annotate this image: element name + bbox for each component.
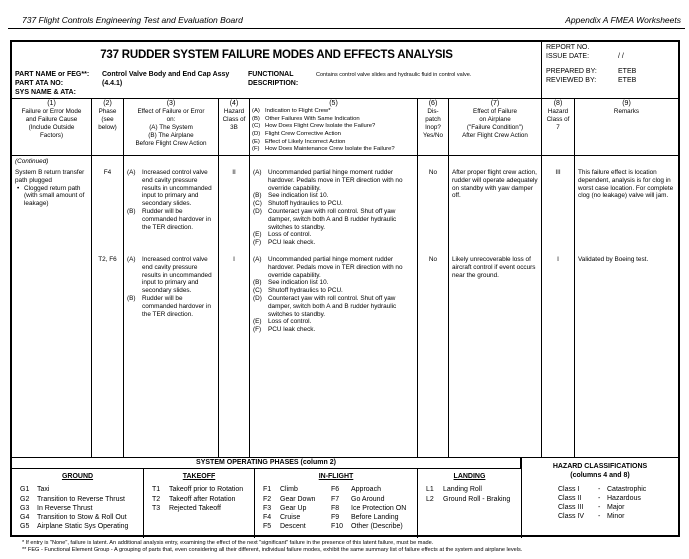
prepared-by-label: PREPARED BY: xyxy=(546,68,597,75)
page-header xyxy=(8,15,685,29)
row1-remarks: This failure effect is location dependent, analysis is for clog in worst case location. For complete clog (no leakage) valve will jam. xyxy=(578,169,674,200)
page-header-right: Appendix A FMEA Worksheets xyxy=(565,15,681,25)
col-header-5: (5) (A) Indication to Flight Crew* (B) Other Failures With Same Indication (C) How Does Flight Crew Isolate the Failure? (D) Flight Crew Corrective Action (E) Effect of Likely Incorrect Action (F) How Does Maintenance Crew Isolate the Failure? xyxy=(250,99,418,155)
page-header-left: 737 Flight Controls Engineering Test and Evaluation Board xyxy=(22,15,243,25)
col-header-4: (4) Hazard Class of 3B xyxy=(219,99,250,155)
row2-hazard-3b: I xyxy=(233,256,235,263)
part-ata-label: PART ATA NO: xyxy=(15,80,64,87)
fmea-worksheet xyxy=(10,40,680,537)
row2-effect-after: Likely unrecoverable loss of aircraft control if event occurs near the ground. xyxy=(452,256,536,279)
phases-ground: GROUND G1 Taxi G2 Transition to Reverse Thrust G3 In Reverse Thrust G4 Transition to Stow & Roll Out G5 Airplane Static Sys Operating xyxy=(12,469,144,538)
functional-label-line2: DESCRIPTION: xyxy=(248,80,299,87)
col-header-8: (8) Hazard Class of 7 xyxy=(542,99,575,155)
phases-inflight: IN-FLIGHT F1 Climb F2 Gear Down F3 Gear Up F4 Cruise F5 Descent F6 Approach F7 Go Around F8 Ice Protection ON F9 Before Landing F10 Other (Describe) xyxy=(255,469,418,538)
body-col-remarks xyxy=(575,156,678,457)
footnote-2: ** FEG - Functional Element Group - A grouping of parts that, even considering all their different, individual failure modes, exhibit the same summary list of failure effects at the system and airplane levels. xyxy=(22,547,523,553)
body-col-indications xyxy=(250,156,418,457)
report-no-label: REPORT NO. xyxy=(546,44,590,51)
row1-failure-mode: System B return transfer path plugged • Clogged return path (with small amount of leakage) xyxy=(15,169,85,208)
page-title: 737 RUDDER SYSTEM FAILURE MODES AND EFFECTS ANALYSIS xyxy=(100,49,453,61)
continued-label: (Continued) xyxy=(15,158,49,165)
functional-description-value: Contains control valve slides and hydraulic fluid in control valve. xyxy=(316,72,472,78)
col-header-9: (9) Remarks xyxy=(613,100,640,115)
phases-landing: LANDING L1 Landing Roll L2 Ground Roll - Braking xyxy=(426,473,511,503)
body-col-dispatch xyxy=(418,156,449,457)
phases-takeoff: TAKEOFF T1 Takeoff prior to Rotation T2 Takeoff after Rotation T3 Rejected Takeoff xyxy=(144,469,255,538)
title-band xyxy=(12,42,678,99)
reviewed-by-value: ETEB xyxy=(618,76,637,84)
row1-effect-after: After proper flight crew action, rudder will operate adequately on standby with yaw damper off. xyxy=(452,169,538,200)
part-name-label: PART NAME or FEG**: xyxy=(15,71,90,78)
footnotes xyxy=(22,540,522,554)
row2-indications: (A) Uncommanded partial hinge moment rudder hardover. Pedals move in TER direction with no override capability. (B) See indication list 10. (C) Shutoff hydraulics to PCU. (D) Counteract yaw with roll control. Shut off yaw damper, switch both A and B rudder hydraulic switches to standby. (E) Loss of control. (F) PCU leak check. xyxy=(253,256,403,334)
row2-remarks: Validated by Boeing test. xyxy=(578,256,649,263)
prepared-by-value: ETEB xyxy=(618,68,637,75)
row1-hazard-7: III xyxy=(555,169,561,176)
body-col-phase xyxy=(92,156,124,457)
body-col-hazard-7 xyxy=(542,156,575,457)
legend-section xyxy=(12,458,678,538)
operating-phases-band-title: SYSTEM OPERATING PHASES (column 2) xyxy=(12,458,521,469)
operating-phases-columns xyxy=(12,469,521,538)
row1-indications: (A) Uncommanded partial hinge moment rudder hardover. Pedals move in TER direction with no override capability. (B) See indication list 10. (C) Shutoff hydraulics to PCU. (D) Counteract yaw with roll control. Shut off yaw damper, switch both A and B rudder hydraulic switches to standby. (E) Loss of control. (F) PCU leak check. xyxy=(253,169,403,247)
col-header-1: (1) Failure or Error Mode and Failure Cause (Include Outside Factors) xyxy=(12,99,92,155)
row2-effects: (A) Increased control valve end cavity pressure results in uncommanded input to primary and secondary slides. (B) Rudder will be commanded hardover in the TER direction. xyxy=(127,256,212,318)
body-col-effect-after xyxy=(449,156,542,457)
issue-date-value: / / xyxy=(618,52,624,60)
hazard-classifications: HAZARD CLASSIFICATIONS (columns 4 and 8) Class I - Catastrophic Class II - Hazardous Class III - Major Class IV - Minor xyxy=(521,458,678,538)
reviewed-by-label: REVIEWED BY: xyxy=(546,76,597,84)
functional-label-line1: FUNCTIONAL xyxy=(248,71,294,78)
row1-phase: F4 xyxy=(103,169,112,176)
table-body xyxy=(12,156,678,458)
col-header-2: (2) Phase (see below) xyxy=(92,99,124,155)
row2-phase: T2, F6 xyxy=(98,256,117,263)
col-header-7: (7) Effect of Failure on Airplane ("Failure Condition") After Flight Crew Action xyxy=(449,99,542,155)
body-col-hazard-3b xyxy=(219,156,250,457)
row2-hazard-7: I xyxy=(557,256,559,263)
part-ata-value: (4.4.1) xyxy=(102,80,123,87)
body-col-effects xyxy=(124,156,219,457)
row1-effects: (A) Increased control valve end cavity pressure results in uncommanded input to primary and secondary slides. (B) Rudder will be commanded hardover in the TER direction. xyxy=(127,169,212,231)
footnote-1: * If entry is "None", failure is latent. An additional analysis entry, examining the effect of the next "significant" failure in the presence of this latent failure, must be made. xyxy=(22,540,434,546)
part-name-value: Control Valve Body and End Cap Assy xyxy=(102,71,230,78)
body-col-failure-mode xyxy=(12,156,92,457)
col-header-6: (6) Dis- patch Inop? Yes/No xyxy=(418,99,449,155)
row2-dispatch: No xyxy=(428,256,438,263)
sys-name-label: SYS NAME & ATA: xyxy=(15,89,76,96)
row1-hazard-3b: II xyxy=(232,169,236,176)
column-headers xyxy=(12,99,678,156)
col-header-3: (3) Effect of Failure or Error on: (A) The System (B) The Airplane Before Flight Crew Action xyxy=(124,99,219,155)
issue-date-label: ISSUE DATE: xyxy=(546,52,590,60)
row1-dispatch: No xyxy=(428,169,438,176)
report-box xyxy=(541,42,678,98)
